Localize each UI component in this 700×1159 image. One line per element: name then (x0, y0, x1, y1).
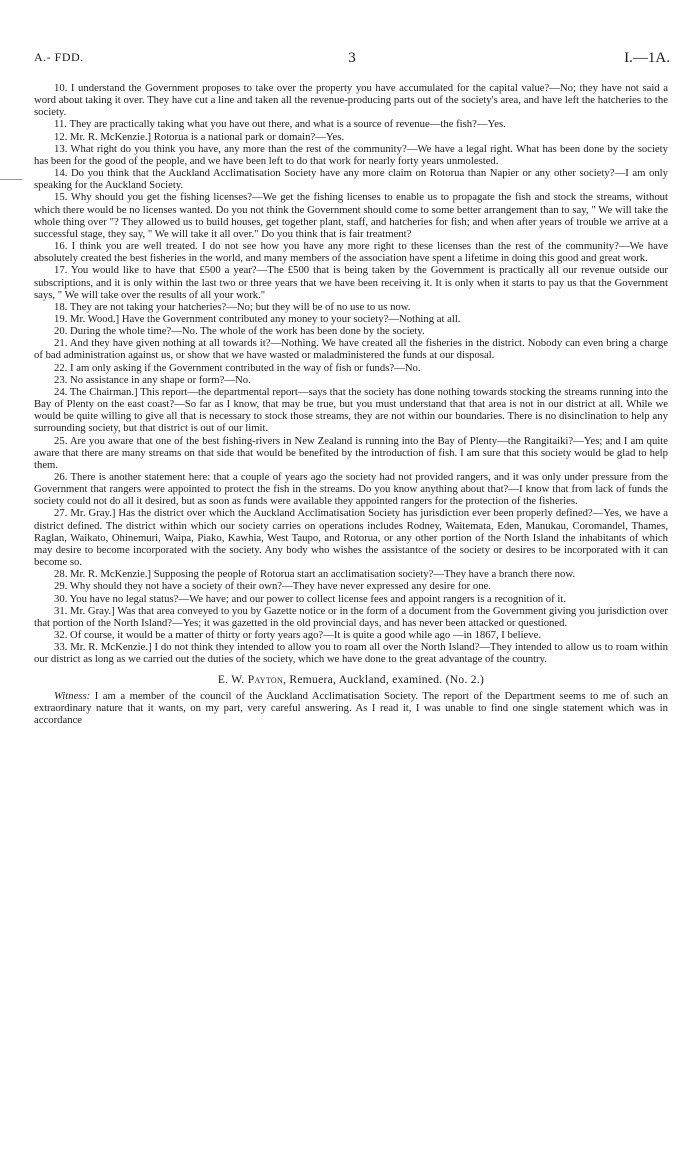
question-32: 32. Of course, it would be a matter of thirty or forty years ago?—It is quite a good while ago —in 1867, I believe. (54, 629, 542, 642)
header-left-ref: A.- FDD. (34, 50, 84, 64)
question-10: 10. I understand the Government proposes to take over the property you have accumulated for the capital value?—No; they have not said a word about taking it over. They have cut a line and taken all the revenue-producing parts out of the society's area, and have left the hatcheries to the society. (34, 82, 668, 119)
witness-heading (34, 674, 668, 686)
question-16: 16. I think you are well treated. I do not see how you have any more right to these licenses than the rest of the community?—We have absolutely created the best fisheries in the world, and many members of the association have spent a lifetime in doing this good and great work. (34, 240, 668, 265)
question-11: 11. They are practically taking what you have out there, and what is a source of revenue—the fish?—Yes. (54, 118, 506, 131)
question-14: 14. Do you think that the Auckland Acclimatisation Society have any more claim on Rotorua than Napier or any other society?—I am only speaking for the Auckland Society. (34, 167, 668, 192)
question-29: 29. Why should they not have a society of their own?—They have never expressed any desire for one. (54, 580, 491, 593)
evidence-body (34, 82, 668, 726)
question-31: 31. Mr. Gray.] Was that area conveyed to you by Gazette notice or in the form of a document from the Government giving you jurisdiction over that portion of the North Island?—Yes; it was gazetted in the old provincial days, and has never been attacked or questioned. (34, 604, 668, 629)
question-30: 30. You have no legal status?—We have; and our power to collect license fees and appoint rangers is a recognition of it. (54, 592, 566, 605)
question-13: 13. What right do you think you have, any more than the rest of the community?—We have a legal right. What has been done by the society has been for the good of the people, and we have been left to do that work for nearly forty years unmolested. (34, 142, 668, 167)
question-22: 22. I am only asking if the Government contributed in the way of fish or funds?—No. (54, 361, 421, 374)
witness-statement-text: I am a member of the council of the Auckland Acclimatisation Society. The report of the Department seems to me of such an extraordinary nature that it wants, on my part, very careful answering. As I read it, I was unable to find one single statement which was in accordance (34, 689, 668, 726)
witness-name: E. W. Payton (217, 673, 284, 686)
question-26: 26. There is another statement here: that a couple of years ago the society had not provided rangers, and it was only under pressure from the Government that rangers were appointed to protect the fish in the streams. Do you know anything about that?—I know that from lack of funds the society could not do all it desired, but as soon as funds were available they appointed rangers for the protection of the fisheries. (34, 471, 668, 508)
witness-heading-rest: , Remuera, Auckland, examined. (No. 2.) (283, 673, 485, 686)
question-27: 27. Mr. Gray.] Has the district over which the Auckland Acclimatisation Society has jurisdiction ever been properly defined?—Yes, we have a district defined. The district within which our society carries on operations includes Rodney, Waitemata, Eden, Manukau, Coromandel, Thames, Raglan, Waikato, Ohinemuri, Waipa, Piako, Kawhia, West Taupo, and Rotorua, or any other portion of the North Island the inhabitants of which may desire to become incorporated with the society. Any body who wishes the assistantce of the society or desires to be incorporated with it can become so. (34, 507, 668, 569)
question-15: 15. Why should you get the fishing licenses?—We get the fishing licenses to enable us to propagate the fish and stock the streams, without which there would be no licenses wanted. Do you not think the Government should come to some better arrangement than to say, " We will take the whole thing over "? They allowed us to build houses, get together plant, staff, and hatcheries for fish; and when after years of trouble we arrive at a successful stage, they say, " We will take it all over." Do you think that is fair treatment? (34, 191, 668, 240)
question-19: 19. Mr. Wood.] Have the Government contributed any money to your society?—Nothing at all. (54, 312, 461, 325)
paper-reference: I.—1A. (624, 50, 670, 66)
question-21: 21. And they have given nothing at all towards it?—Nothing. We have created all the fisheries in the district. Nobody can even bring a charge of bad administration against us, or show that we have wasted or maladministered the funds at our disposal. (34, 337, 668, 362)
question-33: 33. Mr. R. McKenzie.] I do not think they intended to allow you to roam all over the North Island?—They intended to allow us to roam within our district as long as we carried out the duties of the society, which we have done to the great advantage of the country. (34, 641, 668, 666)
page-header (34, 50, 670, 70)
question-12: 12. Mr. R. McKenzie.] Rotorua is a national park or domain?—Yes. (54, 130, 345, 143)
witness-statement (34, 690, 668, 726)
question-25: 25. Are you aware that one of the best fishing-rivers in New Zealand is running into the Bay of Plenty—the Rangitaiki?—Yes; and I am quite aware that there are many streams on that side that would be benefited by the introduction of fish. I am sure that this society would be glad to help them. (34, 434, 668, 471)
question-20: 20. During the whole time?—No. The whole of the work has been done by the society. (54, 325, 425, 338)
margin-mark (0, 179, 22, 180)
page-number: 3 (348, 50, 356, 66)
question-23: 23. No assistance in any shape or form?—No. (54, 373, 251, 386)
question-24: 24. The Chairman.] This report—the departmental report—says that the society has done nothing towards stocking the streams running into the Bay of Plenty on the east coast?—So far as I know, that may be true, but you must understand that that area is not in our district at all. While we would be quite willing to give all that is necessary to stock those streams, they are not within our boundaries. There is no disinclination to help any surrounding society, but that district is out of our limit. (34, 385, 668, 435)
witness-label: Witness: (54, 689, 91, 702)
question-28: 28. Mr. R. McKenzie.] Supposing the people of Rotorua start an acclimatisation society?—They have a branch there now. (54, 568, 576, 581)
question-18: 18. They are not taking your hatcheries?—No; but they will be of no use to us now. (54, 300, 411, 313)
question-17: 17. You would like to have that £500 a year?—The £500 that is being taken by the Government is practically all our revenue outside our subscriptions, and it is only within the last two or three years that we have been receiving it. It is only when it starts to pay us that the Government says, " We will take over the results of all your work." (34, 264, 668, 301)
